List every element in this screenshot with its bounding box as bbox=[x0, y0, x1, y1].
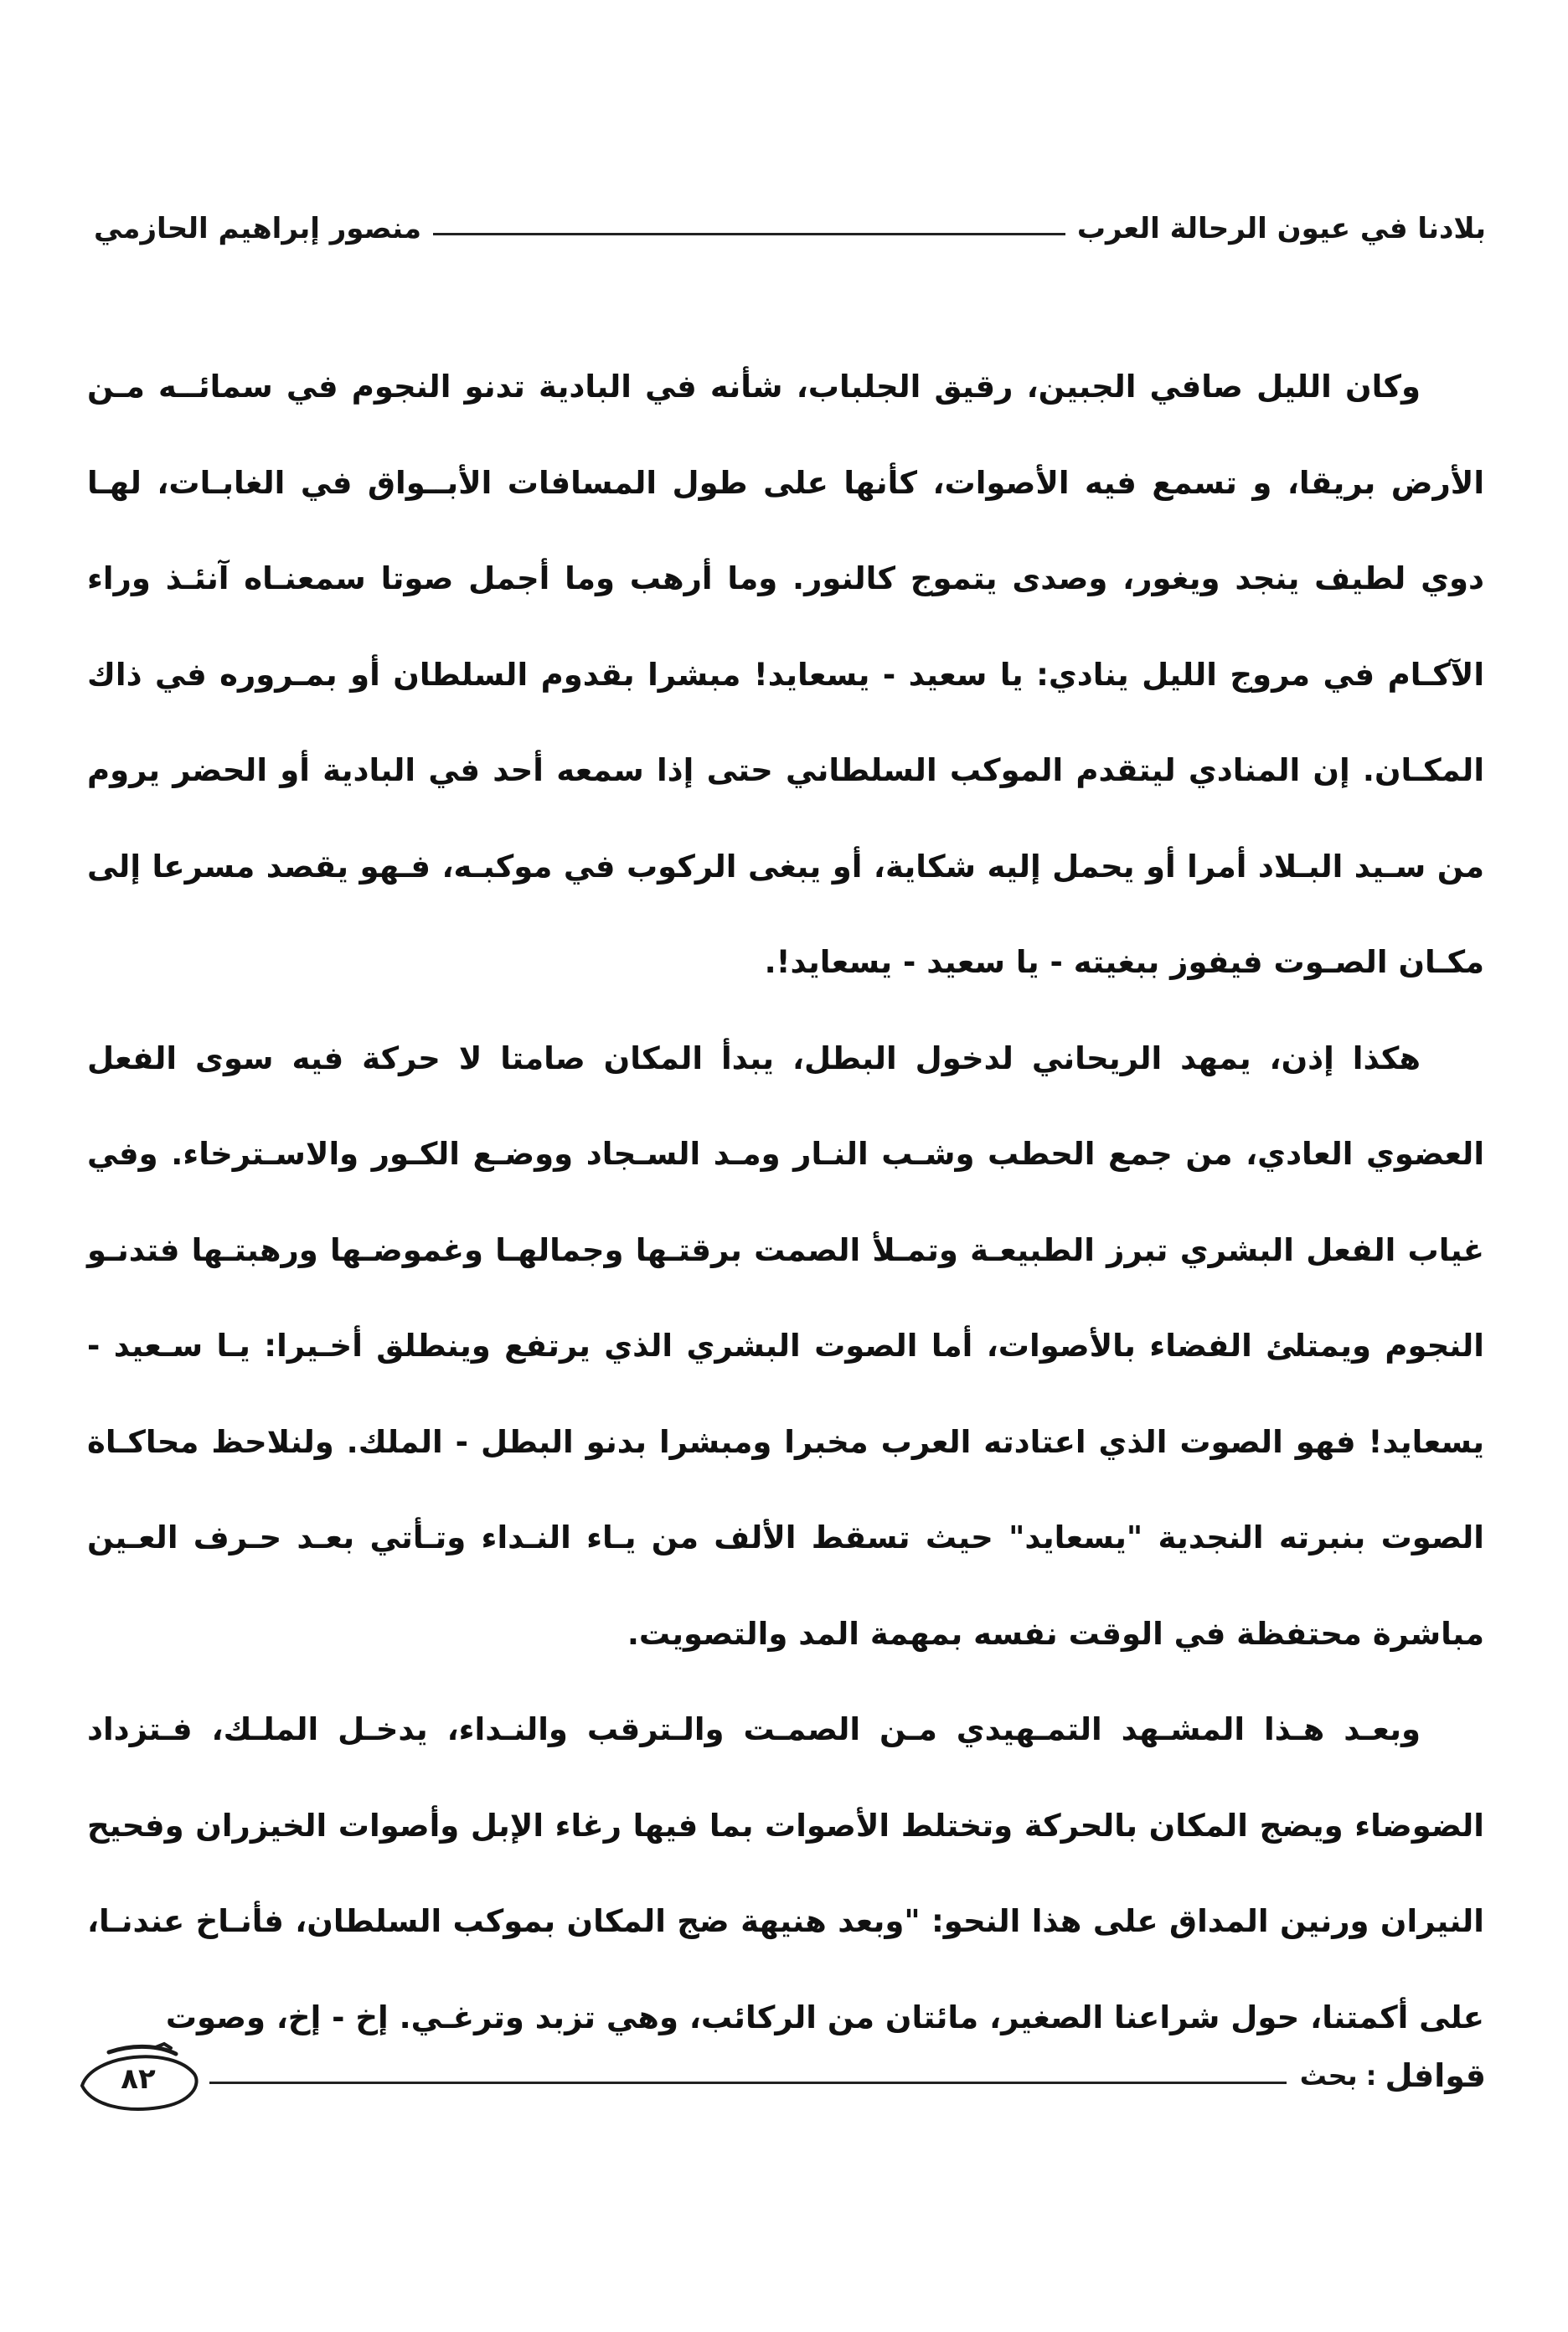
footer-journal-name: قوافل bbox=[1385, 2057, 1486, 2094]
header-author: منصور إبراهيم الحازمي bbox=[94, 212, 422, 245]
header-rule bbox=[433, 233, 1065, 235]
page-footer bbox=[75, 2034, 1486, 2118]
footer-separator bbox=[1366, 2060, 1377, 2092]
paragraph-1: وكان الليل صافي الجبين، رقيق الجلباب، شأنه في البادية تدنو النجوم في سمائــه مـن الأرض بريقا، و تسمع فيه الأصوات، كأنها على طول المسافات الأبــواق في الغابـات، لهـا دوي لطيف ينجد ويغور، وصدى يتموج كالنور. وما أرهب وما أجمل صوتا سمعنـاه آنئـذ وراء الآكـام في مروج الليل ينادي: يا سعيد - يسعايد! مبشرا بقدوم السلطان أو بمـروره في ذاك المكـان. إن المنادي ليتقدم الموكب السلطاني حتى إذا سمعه أحد في البادية أو الحضر يروم من سـيد البـلاد أمرا أو يحمل إليه شكاية، أو يبغى الركوب في موكبـه، فـهو يقصد مسرعا إلى مكـان الصـوت فيفوز ببغيته - يا سعيد - يسعايد!. bbox=[87, 369, 1484, 980]
running-header bbox=[94, 199, 1486, 258]
header-book-title: بلادنا في عيون الرحالة العرب bbox=[1076, 212, 1486, 245]
body-text bbox=[87, 339, 1484, 2066]
page-number-badge bbox=[75, 2035, 201, 2116]
paragraph-2: هكذا إذن، يمهد الريحاني لدخول البطل، يبدأ المكان صامتا لا حركة فيه سوى الفعل العضوي العادي، من جمع الحطب وشـب النـار ومـد السـجاد ووضـع الكـور والاسـترخاء. وفي غياب الفعل البشري تبرز الطبيعـة وتمـلأ الصمت برقتـها وجمالهـا وغموضـها ورهبتـها فتدنـو النجوم ويمتلئ الفضاء بالأصوات، أما الصوت البشري الذي يرتفع وينطلق أخـيرا: يـا سـعيد - يسعايد! فهو الصوت الذي اعتادته العرب مخبرا ومبشرا بدنو البطل - الملك. ولنلاحظ محاكـاة الصوت بنبرته النجدية "يسعايد" حيث تسقط الألف من يـاء النـداء وتـأتي بعـد حـرف العـين مباشرة محتفظة في الوقت نفسه بمهمة المد والتصويت. bbox=[87, 1040, 1484, 1652]
footer-rule bbox=[209, 2082, 1287, 2084]
page-number: ٨٢ bbox=[121, 2062, 156, 2096]
footer-section-name: بحث bbox=[1299, 2060, 1358, 2092]
paragraph-3: وبعـد هـذا المشـهد التمـهيدي مـن الصمـت والـترقب والنـداء، يدخـل الملـك، فـتزداد الضوضاء ويضج المكان بالحركة وتختلط الأصوات بما فيها رغاء الإبل وأصوات الخيزران وفحيح النيران ورنين المداق على هذا النحو: "وبعد هنيهة ضج المكان بموكب السلطان، فأنـاخ عندنـا، على أكمتنا، حول شراعنا الصغير، مائتان من الركائب، وهي تزبد وترغـي. إخ - إخ، وصوت bbox=[87, 1711, 1484, 2035]
footer-colon: : bbox=[1365, 2060, 1377, 2092]
